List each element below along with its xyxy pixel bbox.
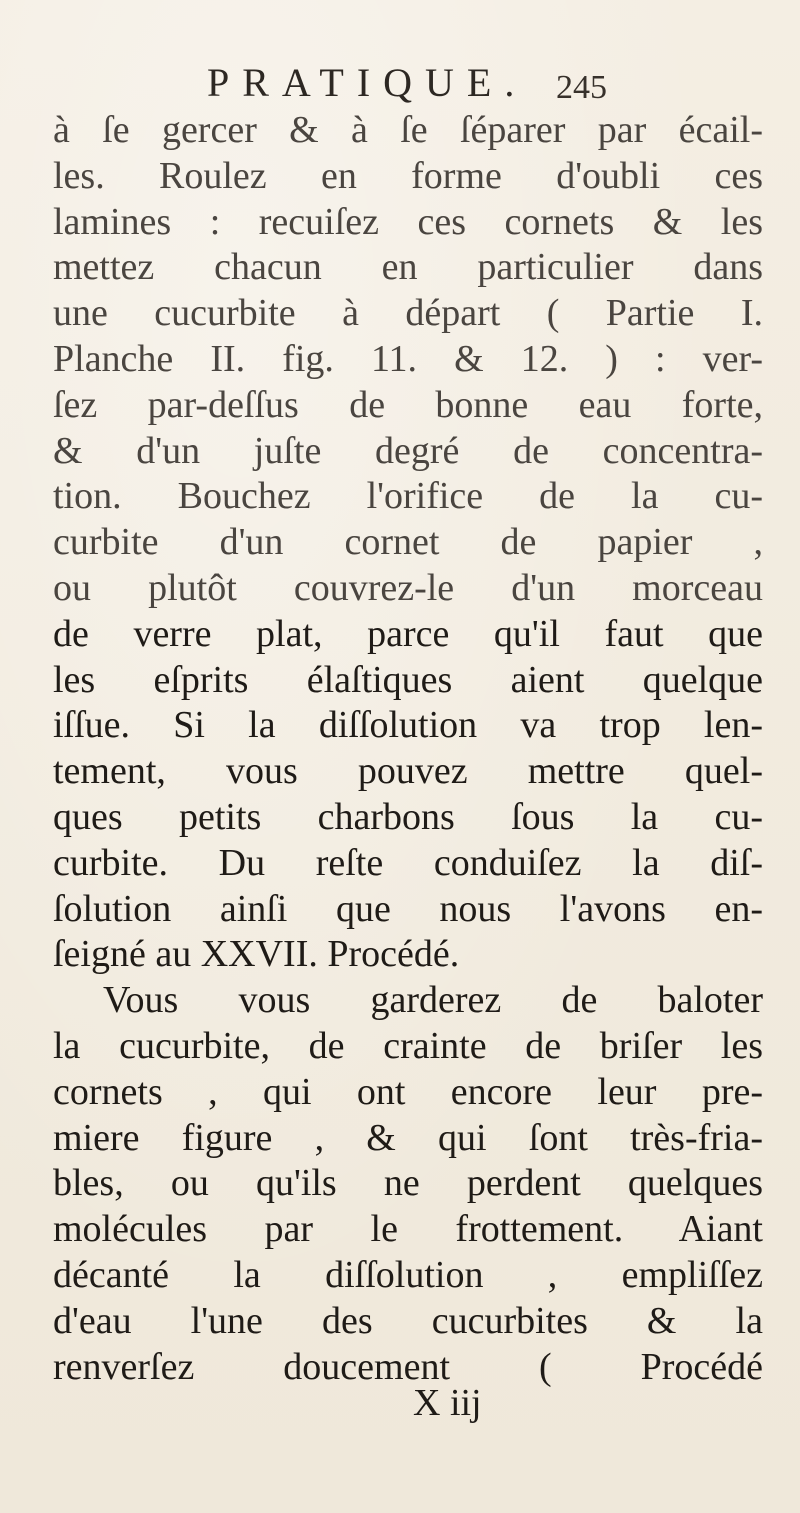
text-line: lamines : recuiſez ces cornets & les [53,200,763,243]
text-line: la cucurbite, de crainte de briſer les [53,1024,763,1067]
text-line: tement, vous pouvez mettre quel- [53,750,763,793]
text-line: curbite. Du reſte conduiſez la diſ- [53,841,763,884]
text-line: une cucurbite à départ ( Partie I. [53,292,763,335]
text-line: décanté la diſſolution , empliſſez [53,1253,763,1296]
text-line: bles, ou qu'ils ne perdent quelques [53,1162,763,1205]
text-line: ſolution ainſi que nous l'avons en- [53,887,763,930]
text-line: iſſue. Si la diſſolution va trop len- [53,704,763,747]
text-line: de verre plat, parce qu'il faut que [53,612,763,655]
page-number: 245 [556,69,607,106]
text-line: mettez chacun en particulier dans [53,246,763,289]
body-text [53,108,763,1390]
text-line: ques petits charbons ſous la cu- [53,795,763,838]
text-line: molécules par le frottement. Aiant [53,1208,763,1251]
text-line: & d'un juſte degré de concentra- [53,429,763,472]
running-head: PRATIQUE. [207,60,528,105]
text-line: Planche II. fig. 11. & 12. ) : ver- [53,337,763,380]
text-line: renverſez doucement ( Procédé [53,1345,763,1388]
text-line: les. Roulez en forme d'oubli ces [53,154,763,197]
text-line: tion. Bouchez l'orifice de la cu- [53,475,763,518]
text-line: Vous vous garderez de baloter [103,979,763,1022]
text-line: cornets , qui ont encore leur pre- [53,1070,763,1113]
text-line: ſeigné au XXVII. Procédé. [53,933,460,976]
text-line: ou plutôt couvrez-le d'un morceau [53,566,763,609]
text-line: d'eau l'une des cucurbites & la [53,1299,763,1342]
text-line: les eſprits élaſtiques aient quelque [53,658,763,701]
signature-mark: X iij [413,1382,482,1424]
text-line: ſez par-deſſus de bonne eau forte, [53,383,763,426]
text-line: à ſe gercer & à ſe ſéparer par écail- [53,109,763,151]
text-line: curbite d'un cornet de papier , [53,521,763,564]
text-line: miere figure , & qui ſont très-fria- [53,1116,763,1159]
page-header [0,58,800,110]
